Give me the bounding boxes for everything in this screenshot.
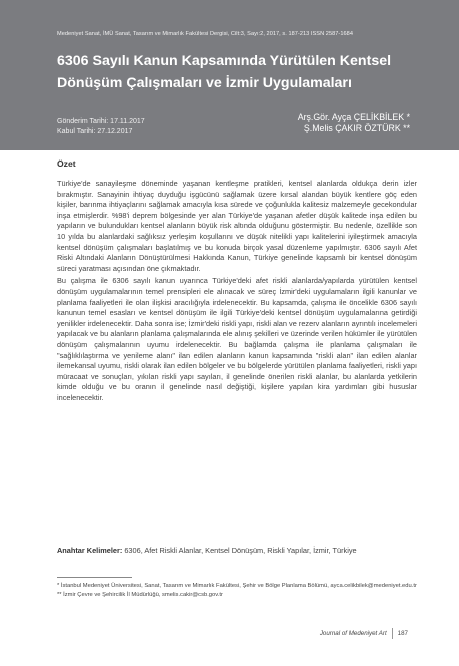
acceptance-date: Kabul Tarihi: 27.12.2017 xyxy=(57,127,133,135)
footer-separator xyxy=(392,628,393,639)
author-first: Arş.Gör. Ayça ÇELİKBİLEK * xyxy=(297,112,410,122)
page-footer xyxy=(320,628,408,639)
abstract-body xyxy=(57,179,417,405)
submission-date: Gönderim Tarihi: 17.11.2017 xyxy=(57,118,145,125)
footnote-divider xyxy=(57,577,132,578)
abstract-heading: Özet xyxy=(57,159,76,169)
page-number: 187 xyxy=(397,630,408,637)
article-title: 6306 Sayılı Kanun Kapsamında Yürütülen Kentsel Dönüşüm Çalışmaları ve İzmir Uygulamaları xyxy=(57,53,392,91)
footnote-1: * İstanbul Medeniyet Üniversitesi, Sanat, Tasarım ve Mimarlık Fakültesi, Şehir ve Bölge Planlama Bölümü, ayca.celikbilek@medeniyet.edu.tr xyxy=(57,583,417,589)
footnotes xyxy=(57,582,417,599)
author-second: Ş.Melis ÇAKIR ÖZTÜRK ** xyxy=(303,123,410,133)
footnote-2: ** İzmir Çevre ve Şehircilik İl Müdürlüğü, smelis.cakir@csb.gov.tr xyxy=(57,591,223,598)
journal-citation-line: Medeniyet Sanat, İMÜ Sanat, Tasarım ve Mimarlık Fakültesi Dergisi, Cilt:3, Sayı:2, 2017, s. 187-213 ISSN 2587-1684 xyxy=(57,31,353,37)
keywords-label: Anahtar Kelimeler: xyxy=(57,546,123,555)
abstract-paragraph-1: Türkiye'de sanayileşme döneminde yaşanan kentleşme pratikleri, kentsel alanlarda oldukça derin izler bırakmıştır. Sanayinin ihtiyaç duyduğu işgücünü sağlamak üzere kırsal alandan büyük kentlere göç eden kişiler, barınma ihtiyaçlarını sağlamak amacıyla kısa sürede ve çoğunlukla kalitesiz malzemeyle gecekondular inşa etmişlerdir. %98'i deprem bölgesinde yer alan Türkiye'de yaşanan afetler düşük kalitede inşa edilen bu yapıların ve bulundukları kentsel alanların büyük risk altında olduğunu göstermiştir. Bu nedenle, özellikle son 10 yılda bu alanlardaki sağlıksız yerleşim koşullarını ve düşük nitelikli yapı kalitelerini iyileştirmek amacıyla kentsel dönüşüm çalışmaları başlatılmış ve bu konuda birçok yasal düzenleme yapılmıştır. 6306 sayılı Afet Riski Altındaki Alanların Dönüştürülmesi Hakkında Kanun, Türkiye genelinde kapsamlı bir kentsel dönüşüm süreci yaratması açısından öne çıkmaktadır. xyxy=(57,179,417,273)
keywords-text: 6306, Afet Riskli Alanlar, Kentsel Dönüşüm, Riskli Yapılar, İzmir, Türkiye xyxy=(122,546,357,555)
keywords xyxy=(57,546,417,557)
article-header xyxy=(0,0,459,150)
author-list xyxy=(298,112,410,134)
abstract-paragraph-2: Bu çalışma ile 6306 sayılı kanun uyarınca Türkiye'deki afet riskli alanlarda/yapılarda yürütülen kentsel dönüşüm uygulamalarının temel prensipleri ele alınacak ve süreç İzmir'deki uygulamaların ilgili kanunlar ve planlama faaliyetleri ile olan ilişkisi aracılığıyla irdelenecektir. Bu kapsamda, çalışma ile öncelikle 6306 sayılı kanunun temel esasları ve kentsel dönüşüm ile ilgili Türkiye'deki kentsel dönüşüm uygulamalarına getirdiği yenilikler irdelenecektir. Daha sonra ise; İzmir'deki riskli yapı, riskli alan ve rezerv alanların ayrıntılı incelemeleri yapılacak ve bu alanların planlama çalışmalarında ele alınış şekilleri ve üzerinde verilen hükümler ile yürütülen dönüşüm çalışmalarının uyumu irdelenecektir. Bu bağlamda çalışma ile planlama çalışmaları ile "sağlıklılaştırma ve yenileme alanı" ilan edilen alanların kanun kapsamında "riskli alan" ilan edilen alanlar ilemekansal uyumu, riskli olarak ilan edilen bölgeler ve bu bölgelerde yürütülen planlama faaliyetleri, riskli yapı müracaat ve sonuçları, yıkılan riskli yapı sayıları, il genelinde önerilen riskli alanlar, bu alanlarda yetkilerin kimde olduğu ve bu oranın il genelinde nasıl değiştiği, kişilere yapılan kira yardımları gibi hususlar incelenecektir. xyxy=(57,276,417,402)
footer-journal-name: Journal of Medeniyet Art xyxy=(319,630,387,637)
article-dates xyxy=(57,117,145,136)
